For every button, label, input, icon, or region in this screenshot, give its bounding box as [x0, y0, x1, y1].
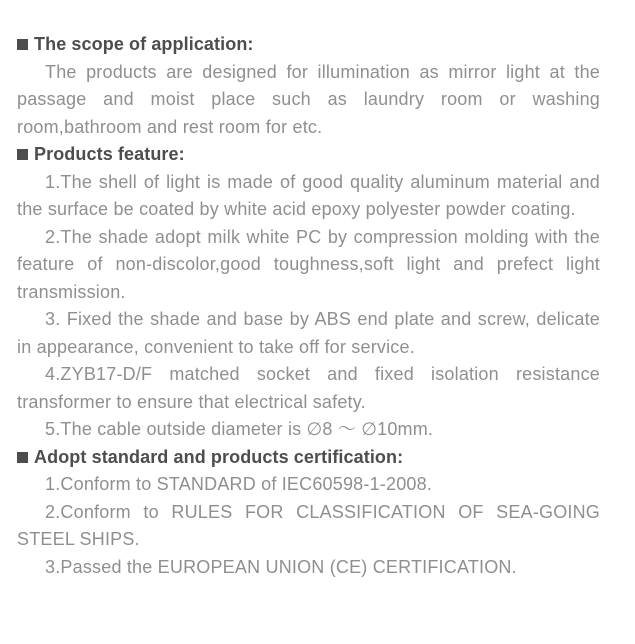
section-standards-certification — [17, 444, 600, 582]
section-heading-label: The scope of application: — [34, 34, 254, 54]
paragraph: 1.Conform to STANDARD of IEC60598-1-2008. — [45, 474, 433, 494]
section-heading — [17, 444, 600, 472]
paragraph: 2.The shade adopt milk white PC by compression molding with the feature of non-discolor,good toughness,soft light and prefect light transmission. — [17, 226, 600, 302]
section-scope-of-application — [17, 31, 600, 141]
paragraph: 2.Conform to RULES FOR CLASSIFICATION OF SEA-GOING STEEL SHIPS. — [17, 501, 600, 549]
paragraph: 3.Passed the EUROPEAN UNION (CE) CERTIFICATION. — [45, 556, 517, 577]
section-products-feature — [17, 141, 600, 444]
square-bullet-icon — [17, 149, 28, 160]
paragraph: 3. Fixed the shade and base by ABS end plate and screw, delicate in appearance, convenient to take off for service. — [17, 309, 600, 357]
paragraph: 1.The shell of light is made of good quality aluminum material and the surface be coated by white acid epoxy polyester powder coating. — [17, 171, 600, 219]
paragraph: The products are designed for illumination as mirror light at the passage and moist place such as laundry room or washing room,bathroom and rest room for etc. — [17, 61, 600, 137]
square-bullet-icon — [17, 39, 28, 50]
section-heading-label: Products feature: — [34, 144, 185, 164]
section-heading — [17, 31, 600, 59]
section-heading — [17, 141, 600, 169]
paragraph: 4.ZYB17-D/F matched socket and fixed isolation resistance transformer to ensure that electrical safety. — [17, 364, 600, 412]
paragraph: 5.The cable outside diameter is ∅8 ～ ∅10mm. — [45, 419, 434, 439]
section-heading-label: Adopt standard and products certification: — [34, 446, 404, 467]
square-bullet-icon — [17, 452, 28, 463]
